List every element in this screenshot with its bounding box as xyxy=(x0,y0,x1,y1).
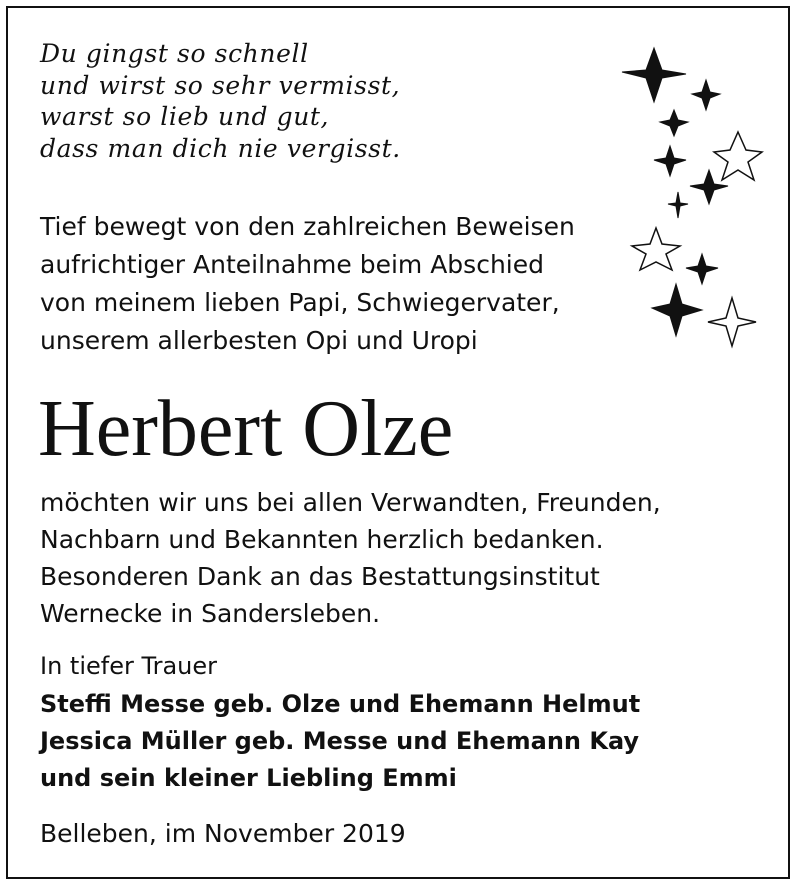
star-icon xyxy=(692,80,720,110)
poem-line: und wirst so sehr vermisst, xyxy=(40,70,401,100)
poem-line: dass man dich nie vergisst. xyxy=(40,133,401,163)
star-icon xyxy=(622,48,686,102)
thanks-line: Besonderen Dank an das Bestattungsinstitut xyxy=(40,562,600,591)
deceased-name: Herbert Olze xyxy=(38,385,454,473)
poem xyxy=(40,38,401,164)
star-icon xyxy=(686,254,718,284)
intro-line: aufrichtiger Anteilnahme beim Abschied xyxy=(40,250,544,279)
stars-icon xyxy=(612,40,772,360)
star-outline-icon xyxy=(714,132,762,180)
mourning-label: In tiefer Trauer xyxy=(40,652,218,680)
star-icon xyxy=(668,192,688,218)
star-icon xyxy=(660,110,688,136)
signers-list xyxy=(40,686,640,797)
poem-line: Du gingst so schnell xyxy=(40,39,309,68)
intro-line: Tief bewegt von den zahlreichen Beweisen xyxy=(40,212,575,241)
thanks-line: Nachbarn und Bekannten herzlich bedanken. xyxy=(40,525,604,554)
intro-text xyxy=(40,208,575,360)
poem-line: warst so lieb und gut, xyxy=(40,102,330,131)
intro-line: von meinem lieben Papi, Schwiegervater, xyxy=(40,288,560,317)
thanks-text xyxy=(40,484,661,632)
thanks-line: möchten wir uns bei allen Verwandten, Freunden, xyxy=(40,488,661,517)
thanks-line: Wernecke in Sandersleben. xyxy=(40,599,381,628)
star-icon xyxy=(690,170,728,204)
signer-line: Jessica Müller geb. Messe und Ehemann Kay xyxy=(40,727,640,755)
intro-line: unserem allerbesten Opi und Uropi xyxy=(40,326,478,355)
star-outline-icon xyxy=(632,228,680,270)
star-outline-icon xyxy=(708,298,756,346)
signer-line: Steffi Messe geb. Olze und Ehemann Helmut xyxy=(40,690,641,718)
star-icon xyxy=(652,284,702,336)
signer-line: und sein kleiner Liebling Emmi xyxy=(40,764,457,792)
star-icon xyxy=(654,146,686,176)
place-date: Belleben, im November 2019 xyxy=(40,819,406,848)
